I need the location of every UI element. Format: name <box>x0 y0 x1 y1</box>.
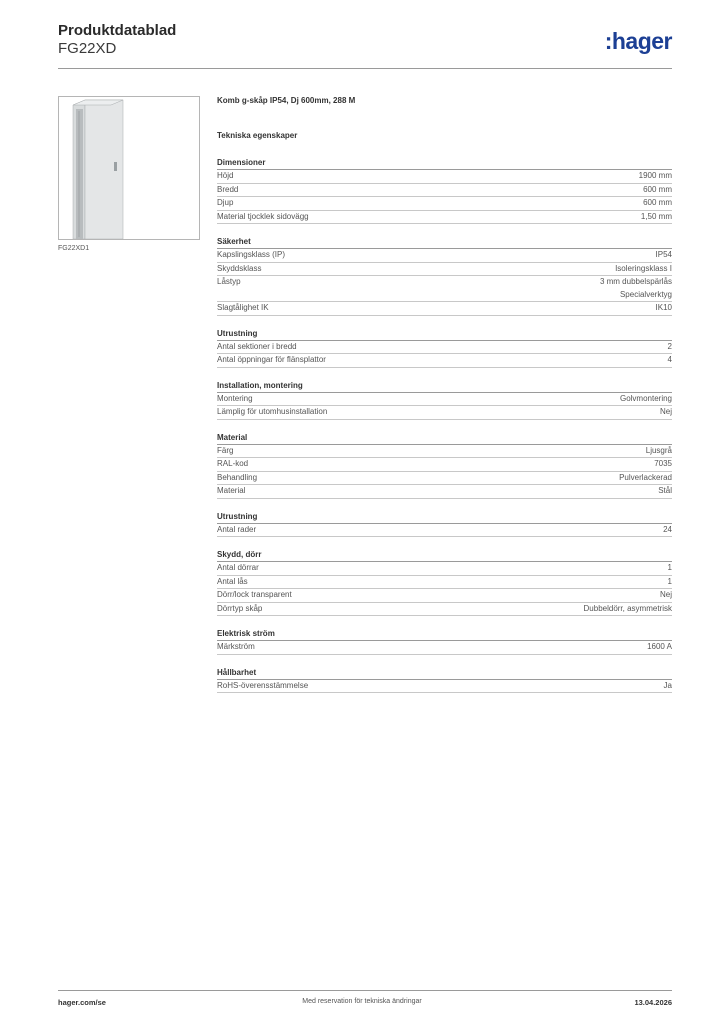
spec-label: RoHS-överensstämmelse <box>217 680 309 690</box>
spec-row <box>217 406 672 420</box>
product-code: FG22XD <box>58 40 117 57</box>
section-title: Elektrisk ström <box>217 628 672 641</box>
spec-label: Dörrtyp skåp <box>217 603 263 613</box>
spec-value <box>668 576 672 589</box>
image-caption: FG22XD1 <box>58 245 90 252</box>
section-title: Skydd, dörr <box>217 549 672 562</box>
spec-label: Material tjocklek sidovägg <box>217 211 309 221</box>
spec-value <box>668 341 672 354</box>
spec-row <box>217 458 672 472</box>
spec-value-line: 1900 mm <box>638 171 672 180</box>
document-title: Produktdatablad <box>58 22 177 39</box>
spec-value <box>643 197 672 210</box>
spec-section <box>217 667 672 694</box>
spec-row <box>217 485 672 499</box>
spec-value <box>654 458 672 471</box>
spec-value <box>620 393 672 406</box>
spec-label: Höjd <box>217 171 234 180</box>
spec-row <box>217 562 672 576</box>
spec-value-line: Nej <box>659 590 672 599</box>
spec-label: Antal rader <box>217 524 257 534</box>
spec-section <box>217 157 672 224</box>
spec-row <box>217 445 672 459</box>
footer-website: hager.com/se <box>58 998 106 1007</box>
spec-label: RAL-kod <box>217 459 249 468</box>
spec-value-line: 600 mm <box>643 198 672 207</box>
spec-value-line: 7035 <box>654 459 672 468</box>
spec-value-line: Dubbeldörr, asymmetrisk <box>583 603 672 613</box>
spec-value <box>656 302 672 315</box>
spec-section <box>217 380 672 420</box>
spec-value-line: Specialverktyg <box>619 289 672 299</box>
spec-row <box>217 276 672 302</box>
product-image <box>58 96 200 240</box>
spec-value <box>639 170 672 183</box>
section-title: Utrustning <box>217 328 672 341</box>
hager-logo: :hager <box>604 28 672 54</box>
spec-row <box>217 197 672 211</box>
spec-label: Märkström <box>217 642 255 651</box>
spec-row <box>217 341 672 355</box>
spec-row <box>217 393 672 407</box>
spec-value-line: Isoleringsklass I <box>615 263 672 273</box>
spec-label: Skyddsklass <box>217 263 262 273</box>
spec-value <box>646 445 672 458</box>
spec-row <box>217 354 672 368</box>
spec-value-line: Nej <box>659 407 672 416</box>
spec-row <box>217 211 672 225</box>
spec-value-line: 2 <box>667 341 672 351</box>
spec-value-line: Ljusgrå <box>645 445 672 455</box>
spec-section <box>217 328 672 368</box>
spec-label: Kapslingsklass (IP) <box>217 250 286 259</box>
section-title: Installation, montering <box>217 380 672 393</box>
spec-label: Dörr/lock transparent <box>217 590 292 599</box>
spec-row <box>217 524 672 538</box>
specs-content <box>217 96 672 705</box>
spec-value <box>615 263 672 276</box>
spec-value <box>660 589 672 602</box>
spec-value <box>619 472 672 485</box>
spec-row <box>217 680 672 694</box>
spec-label: Antal lås <box>217 576 248 586</box>
spec-section <box>217 549 672 616</box>
spec-value-line: 24 <box>663 524 672 534</box>
spec-label: Antal dörrar <box>217 563 259 572</box>
spec-value-line: 1,50 mm <box>640 211 672 221</box>
spec-value <box>668 562 672 575</box>
spec-value-line: Pulverlackerad <box>619 472 672 482</box>
spec-value <box>600 276 672 301</box>
section-title: Säkerhet <box>217 236 672 249</box>
spec-label: Antal öppningar för flänsplattor <box>217 355 326 364</box>
spec-label: Material <box>217 486 246 495</box>
spec-value-line: Stål <box>658 486 672 495</box>
cabinet-illustration-icon <box>59 97 199 239</box>
spec-label: Låstyp <box>217 277 241 286</box>
spec-value-line: 600 mm <box>643 184 672 194</box>
spec-value <box>668 354 672 367</box>
spec-value <box>663 524 672 537</box>
spec-row <box>217 576 672 590</box>
spec-row <box>217 472 672 486</box>
spec-value <box>664 680 672 693</box>
spec-value-line: 1 <box>667 563 672 572</box>
spec-value-line: 1 <box>667 576 672 586</box>
page-header <box>58 22 176 58</box>
spec-row <box>217 249 672 263</box>
footer-disclaimer: Med reservation för tekniska ändringar <box>302 998 422 1005</box>
spec-value <box>658 485 672 498</box>
spec-value-line: IK10 <box>655 303 672 312</box>
header-divider <box>58 68 672 69</box>
section-title: Hållbarhet <box>217 667 672 680</box>
spec-value-line: 1600 A <box>647 642 672 651</box>
spec-row <box>217 184 672 198</box>
spec-value <box>584 603 672 616</box>
spec-row <box>217 263 672 277</box>
spec-label: Antal sektioner i bredd <box>217 341 297 351</box>
spec-value-line: IP54 <box>655 250 672 259</box>
spec-sections <box>217 157 672 693</box>
section-title: Material <box>217 432 672 445</box>
spec-value-line: 3 mm dubbelspärlås <box>599 277 672 286</box>
spec-label: Bredd <box>217 184 239 194</box>
spec-row <box>217 302 672 316</box>
spec-label: Montering <box>217 393 253 403</box>
spec-value <box>656 249 672 262</box>
spec-label: Slagtålighet IK <box>217 303 269 312</box>
section-title: Utrustning <box>217 511 672 524</box>
spec-value-line: 4 <box>667 355 672 364</box>
spec-value <box>643 184 672 197</box>
spec-label: Behandling <box>217 472 258 482</box>
spec-value-line: Ja <box>663 680 672 690</box>
footer-divider <box>58 990 672 991</box>
spec-value <box>660 406 672 419</box>
section-title: Dimensioner <box>217 157 672 170</box>
spec-value <box>641 211 672 224</box>
spec-section <box>217 432 672 499</box>
spec-section <box>217 511 672 538</box>
spec-section <box>217 628 672 655</box>
product-description: Komb g-skåp IP54, Dj 600mm, 288 M <box>217 96 356 105</box>
spec-label: Lämplig för utomhusinstallation <box>217 407 328 416</box>
spec-label: Färg <box>217 445 234 455</box>
spec-section <box>217 236 672 316</box>
footer-date: 13.04.2026 <box>634 998 672 1007</box>
spec-value <box>647 641 672 654</box>
tech-properties-title: Tekniska egenskaper <box>217 131 298 140</box>
spec-row <box>217 603 672 617</box>
spec-value-line: Golvmontering <box>619 393 672 403</box>
spec-row <box>217 589 672 603</box>
spec-label: Djup <box>217 198 234 207</box>
spec-row <box>217 641 672 655</box>
spec-row <box>217 170 672 184</box>
